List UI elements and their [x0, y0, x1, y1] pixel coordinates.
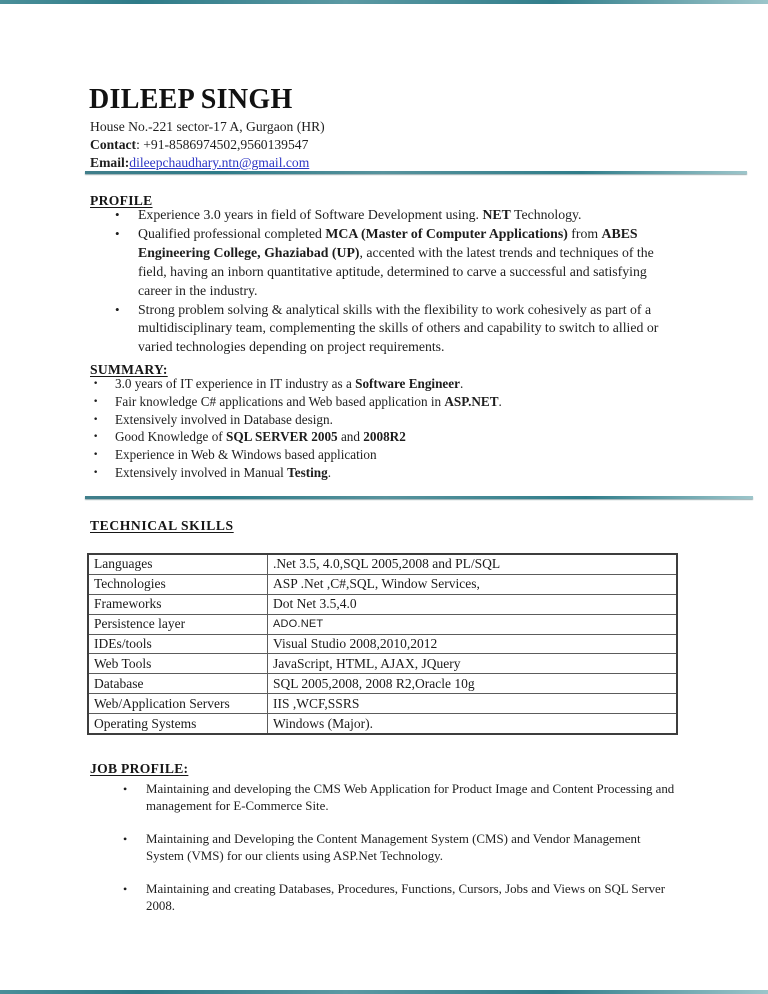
skills-table-row	[88, 694, 677, 714]
skills-table-row	[88, 554, 677, 574]
skill-value-cell: Windows (Major).	[268, 714, 678, 734]
summary-bullet: · Experience in Web & Windows based application	[90, 446, 700, 464]
summary-bullet-list	[90, 375, 700, 482]
skill-category-cell: Database	[88, 674, 268, 694]
skills-table-row	[88, 674, 677, 694]
email-label: Email:	[90, 155, 130, 170]
skill-value-cell: .Net 3.5, 4.0,SQL 2005,2008 and PL/SQL	[268, 554, 678, 574]
skill-category-cell: Web/Application Servers	[88, 694, 268, 714]
skill-value-cell: Dot Net 3.5,4.0	[268, 594, 678, 614]
email-line	[90, 155, 309, 171]
technical-skills-heading: TECHNICAL SKILLS	[90, 518, 234, 533]
skills-table-row	[88, 594, 677, 614]
skills-table	[87, 553, 678, 735]
skill-value-cell: JavaScript, HTML, AJAX, JQuery	[268, 654, 678, 674]
summary-bullet: · Good Knowledge of SQL SERVER 2005 and 2008R2	[90, 428, 700, 446]
bottom-border-line	[0, 990, 768, 994]
contact-line	[90, 137, 308, 153]
profile-bullet: • Experience 3.0 years in field of Software Development using. NET Technology.	[112, 206, 678, 225]
summary-bullet: · Extensively involved in Manual Testing.	[90, 464, 700, 482]
profile-bullet: • Strong problem solving & analytical skills with the flexibility to work cohesively as part of a multidisciplinary team, complementing the skills of others and capability to switch to allied or varied technologies depending on project requirements.	[112, 301, 678, 358]
contact-label: Contact	[90, 137, 137, 152]
job-profile-heading: JOB PROFILE:	[90, 761, 189, 776]
skills-table-row	[88, 714, 677, 734]
skill-category-cell: IDEs/tools	[88, 634, 268, 654]
summary-bullet: · 3.0 years of IT experience in IT industry as a Software Engineer.	[90, 375, 700, 393]
skill-value-cell: Visual Studio 2008,2010,2012	[268, 634, 678, 654]
skills-table-row	[88, 614, 677, 634]
divider-line-1	[85, 171, 747, 174]
address-line: House No.-221 sector-17 A, Gurgaon (HR)	[90, 119, 325, 134]
job-bullet-list	[117, 781, 679, 930]
skill-category-cell: Operating Systems	[88, 714, 268, 734]
skill-value-cell: ADO.NET	[268, 614, 678, 634]
job-profile-bullet: • Maintaining and creating Databases, Procedures, Functions, Cursors, Jobs and Views on SQL Server 2008.	[117, 881, 679, 916]
skill-category-cell: Languages	[88, 554, 268, 574]
summary-heading: SUMMARY:	[90, 362, 168, 377]
profile-bullet: • Qualified professional completed MCA (Master of Computer Applications) from ABES Engineering College, Ghaziabad (UP), accented with the latest trends and techniques of the field, having an inborn quantitative aptitude, determined to carve a successful and satisfying career in the industry.	[112, 225, 678, 301]
divider-line-2	[85, 496, 753, 499]
top-border-line	[0, 0, 768, 4]
profile-heading: PROFILE	[90, 193, 153, 208]
profile-bullet-list	[112, 206, 678, 357]
skills-table-row	[88, 654, 677, 674]
skills-table-row	[88, 634, 677, 654]
skill-value-cell: SQL 2005,2008, 2008 R2,Oracle 10g	[268, 674, 678, 694]
summary-bullet: · Extensively involved in Database design.	[90, 411, 700, 429]
skills-table-row	[88, 574, 677, 594]
job-profile-bullet: • Maintaining and Developing the Content Management System (CMS) and Vendor Management System (VMS) for our clients using ASP.Net Technology.	[117, 831, 679, 866]
job-profile-bullet: • Maintaining and developing the CMS Web Application for Product Image and Content Processing and management for E-Commerce Site.	[117, 781, 679, 816]
skill-category-cell: Technologies	[88, 574, 268, 594]
name-heading: DILEEP SINGH	[89, 84, 293, 115]
skill-category-cell: Frameworks	[88, 594, 268, 614]
contact-numbers: : +91-8586974502,9560139547	[136, 137, 309, 152]
skill-category-cell: Web Tools	[88, 654, 268, 674]
skill-category-cell: Persistence layer	[88, 614, 268, 634]
skill-value-cell: IIS ,WCF,SSRS	[268, 694, 678, 714]
summary-bullet: · Fair knowledge C# applications and Web based application in ASP.NET.	[90, 393, 700, 411]
email-link[interactable]: dileepchaudhary.ntn@gmail.com	[129, 155, 310, 170]
skill-value-cell: ASP .Net ,C#,SQL, Window Services,	[268, 574, 678, 594]
